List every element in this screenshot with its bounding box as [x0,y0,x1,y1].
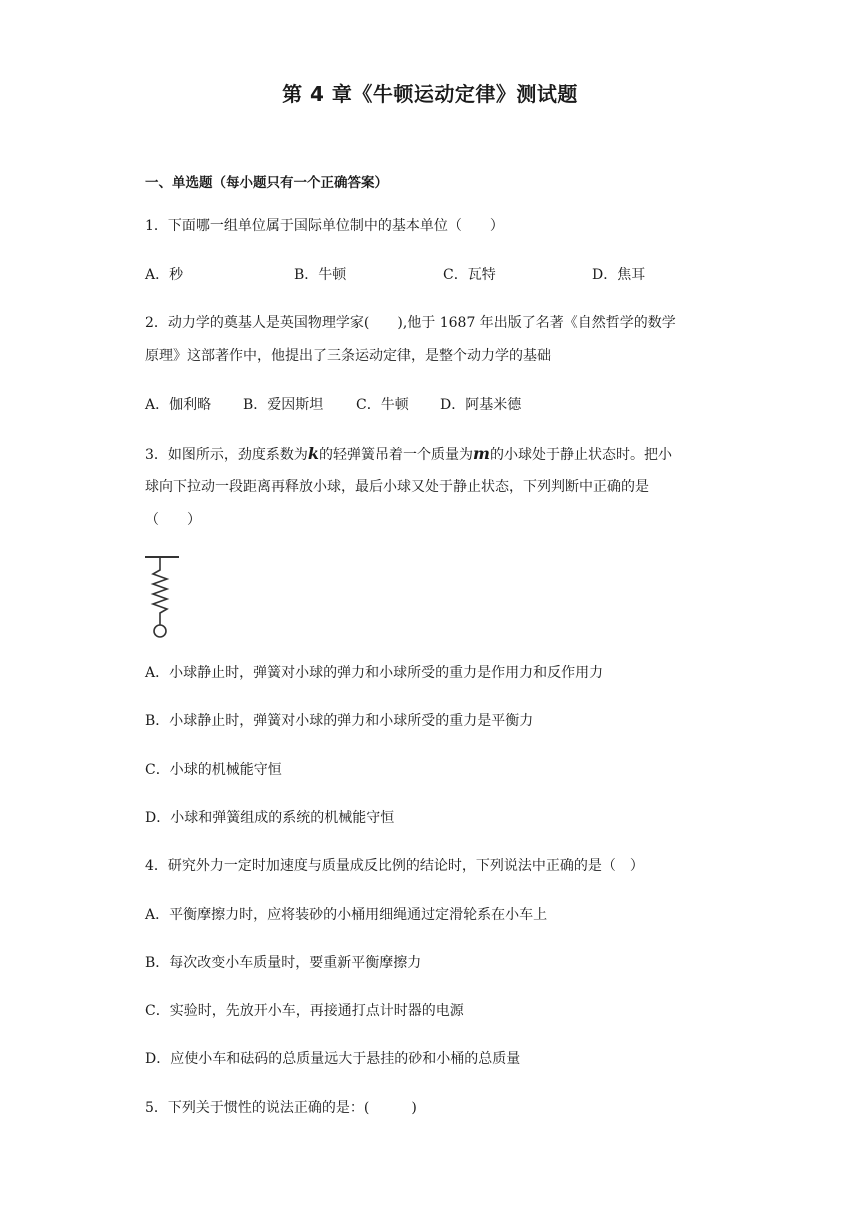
variable-k: k [307,444,320,463]
question-3-stem-line-3: （ ） [145,512,201,528]
variable-m: m [473,444,490,463]
question-1-stem: 1．下面哪一组单位属于国际单位制中的基本单位（ ） [145,218,504,234]
question-4-stem: 4．研究外力一定时加速度与质量成反比例的结论时，下列说法中正确的是（ ） [145,858,644,874]
question-1-option-d: D．焦耳 [592,267,646,283]
question-2-option-b: B．爱因斯坦 [243,397,324,413]
spring-ball-figure [144,552,180,644]
question-3-stem-part-a: 3．如图所示，劲度系数为 [145,447,308,463]
question-4-option-a: A．平衡摩擦力时，应将装砂的小桶用细绳通过定滑轮系在小车上 [145,907,548,923]
question-1-option-c: C．瓦特 [443,267,496,283]
question-3-option-a: A．小球静止时，弹簧对小球的弹力和小球所受的重力是作用力和反作用力 [145,665,604,681]
document-title: 第 4 章《牛顿运动定律》测试题 [282,82,578,106]
question-2-stem-line-1: 2．动力学的奠基人是英国物理学家( ),他于 1687 年出版了名著《自然哲学的数学 [145,315,676,331]
question-3-option-c: C．小球的机械能守恒 [145,762,282,778]
question-3-option-d: D．小球和弹簧组成的系统的机械能守恒 [145,810,395,826]
question-5-stem: 5．下列关于惯性的说法正确的是：( ) [145,1100,417,1116]
question-2-option-d: D．阿基米德 [440,397,522,413]
question-3-option-b: B．小球静止时，弹簧对小球的弹力和小球所受的重力是平衡力 [145,713,534,729]
question-1-option-b: B．牛顿 [294,267,347,283]
section-heading-single-choice: 一、单选题（每小题只有一个正确答案） [145,175,388,191]
question-1-option-a: A．秒 [145,267,184,283]
question-2-option-c: C．牛顿 [356,397,409,413]
question-3-stem-part-b: 的轻弹簧吊着一个质量为 [319,447,474,463]
question-2-stem-line-2: 原理》这部著作中，他提出了三条运动定律，是整个动力学的基础 [145,348,551,364]
question-3-stem-line-2: 球向下拉动一段距离再释放小球，最后小球又处于静止状态，下列判断中正确的是 [145,479,649,495]
ball [154,625,166,637]
question-2-option-a: A．伽利略 [145,397,212,413]
question-4-option-d: D．应使小车和砝码的总质量远大于悬挂的砂和小桶的总质量 [145,1051,521,1067]
question-4-option-c: C．实验时，先放开小车，再接通打点计时器的电源 [145,1003,464,1019]
spring-coil [153,557,167,625]
question-3-stem-part-c: 的小球处于静止状态时。把小 [489,447,672,463]
question-3-stem-line-1 [145,444,672,465]
question-4-option-b: B．每次改变小车质量时，要重新平衡摩擦力 [145,955,422,971]
